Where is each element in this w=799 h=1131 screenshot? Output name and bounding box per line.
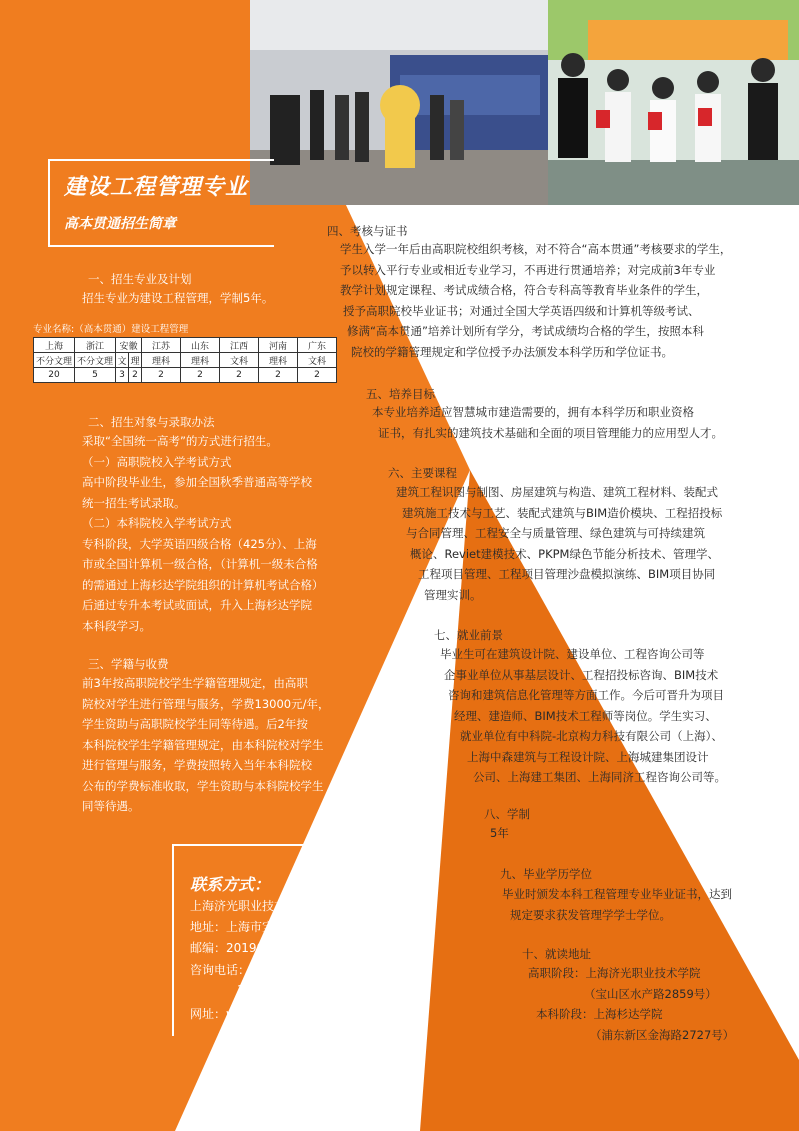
table-cell: 2 [129,368,142,383]
contact-office: 上海济光职业技术学院招生办公室 [190,899,371,913]
page-title: 建设工程管理专业 [64,175,249,200]
section-1-heading: 一、招生专业及计划 [88,272,192,286]
section-2-body [82,431,324,636]
contact-website: 网址：www.shjgu.edu.cn [190,1007,336,1021]
section-7-line: 就业单位有中科院-北京构力科技有限公司（上海）、 [460,729,723,743]
section-5-line: 证书，有扎实的建筑技术基础和全面的项目管理能力的应用型人才。 [378,425,723,440]
section-3-line: 学生资助与高职院校学生同等待遇。后2年按 [82,717,308,731]
section-7-line: 咨询和建筑信息化管理等方面工作。今后可晋升为项目 [448,688,724,702]
table-row-subjects [34,353,337,368]
section-1-body [82,288,273,309]
table-cell: 不分文理 [75,353,116,368]
section-4-line: 教学计划规定课程、考试成绩合格，符合专科高等教育毕业条件的学生， [340,283,708,297]
table-cell: 2 [259,368,298,383]
table-row-regions [34,338,337,353]
section-4-line: 学生入学一年后由高职院校组织考核，对不符合“高本贯通”考核要求的学生， [340,242,732,256]
table-cell: 20 [34,368,75,383]
section-10-line: （浦东新区金海路2727号） [590,1027,735,1042]
section-7-line: 经理、建造师、BIM技术工程师等岗位。学生实习、 [454,708,717,723]
table-cell: 2 [298,368,337,383]
section-8-line: 5年 [490,826,509,840]
section-3-heading: 三、学籍与收费 [88,657,169,671]
section-9-heading: 九、毕业学历学位 [500,867,592,881]
section-6-line: 工程项目管理、工程项目管理沙盘模拟演练、BIM项目协同 [418,567,716,581]
table-cell: 安徽 [116,338,142,353]
section-9-line: 规定要求获发管理学学士学位。 [510,907,671,922]
table-cell: 3 [116,368,129,383]
section-2-line: （二）本科院校入学考试方式 [82,516,232,530]
section-10-line: （宝山区水产路2859号） [584,986,717,1001]
contact-postcode: 邮编：201901 [190,941,272,955]
section-6-line: 管理实训。 [424,587,482,602]
section-2-line: 市或全国计算机一级合格，（计算机一级未合格 [82,557,318,571]
section-3-line: 公布的学费标准收取，学生资助与本科院校学生 [82,778,324,793]
section-4-line: 授予高职院校毕业证书；对通过全国大学英语四级和计算机等级考试、 [343,303,700,318]
section-6-line: 概论、Reviet建模技术、PKPM绿色节能分析技术、管理学、 [410,546,719,561]
table-cell: 文 [116,353,129,368]
section-5-heading: 五、培养目标 [366,387,435,401]
table-cell: 文科 [298,353,337,368]
enrollment-plan-table [33,337,337,383]
table-cell: 理 [129,353,142,368]
table-cell: 江苏 [142,338,181,353]
section-8-heading: 八、学制 [484,807,530,821]
table-cell: 江西 [220,338,259,353]
section-7-line: 公司、上海建工集团、上海同济工程咨询公司等。 [473,770,726,784]
table-cell: 理科 [259,353,298,368]
section-10-line: 本科阶段：上海杉达学院 [536,1007,663,1021]
section-3-line: 进行管理与服务，学费按照转入当年本科院校 [82,758,312,772]
section-7-body [440,644,726,788]
section-6-heading: 六、主要课程 [388,466,457,480]
section-2-line: 本科段学习。 [82,618,151,633]
section-10-heading: 十、就读地址 [522,947,591,961]
table-cell: 文科 [220,353,259,368]
table-label: 专业名称:（高本贯通）建设工程管理 [33,324,189,335]
section-2-line: 的需通过上海杉达学院组织的计算机考试合格） [82,577,324,592]
contact-address: 地址：上海市宝山区水产路2859号 [190,920,377,934]
section-2-heading: 二、招生对象与录取办法 [88,415,215,429]
contact-phone: 咨询电话：021-66761012、 [190,963,351,977]
table-cell: 理科 [142,353,181,368]
section-2-line: 后通过专升本考试或面试，升入上海杉达学院 [82,598,312,612]
competition-stage-photo [250,0,548,205]
section-10-body [528,963,734,1045]
section-3-line: 前3年按高职院校学生学籍管理规定，由高职 [82,676,308,690]
page-subtitle: 高本贯通招生简章 [64,216,176,232]
table-cell: 广东 [298,338,337,353]
section-2-line: （一）高职院校入学考试方式 [82,454,232,469]
section-3-body [82,673,329,817]
section-6-body [396,482,722,605]
table-cell: 2 [142,368,181,383]
section-2-line: 统一招生考试录取。 [82,495,186,510]
table-cell: 不分文理 [34,353,75,368]
section-3-line: 院校对学生进行管理与服务，学费13000元/年， [82,696,330,711]
section-4-line: 修满“高本贯通”培养计划所有学分，考试成绩均合格的学生，按照本科 [347,324,704,338]
table-cell: 山东 [181,338,220,353]
section-4-heading: 四、考核与证书 [327,224,408,238]
section-7-line: 上海中森建筑与工程设计院、上海城建集团设计 [467,749,709,764]
students-award-photo [548,0,799,205]
section-2-line: 专科阶段，大学英语四级合格（425分）、上海 [82,536,317,551]
section-1-line: 招生专业为建设工程管理，学制5年。 [82,291,274,305]
table-row-counts [34,368,337,383]
section-7-heading: 七、就业前景 [434,628,503,642]
table-cell: 2 [181,368,220,383]
table-cell: 2 [220,368,259,383]
section-8-body [490,823,509,844]
section-5-line: 本专业培养适应智慧城市建造需要的，拥有本科学历和职业资格 [372,405,694,419]
section-4-line: 予以转入平行专业或相近专业学习，不再进行贯通培养；对完成前3年专业 [340,262,716,277]
section-3-line: 本科院校学生学籍管理规定，由本科院校对学生 [82,737,324,752]
section-6-line: 与合同管理、工程安全与质量管理、绿色建筑与可持续建筑 [406,526,705,540]
section-9-body [502,884,732,925]
table-cell: 5 [75,368,116,383]
table-cell: 理科 [181,353,220,368]
section-2-line: 高中阶段毕业生，参加全国秋季普通高等学校 [82,475,312,489]
section-4-body [322,239,731,362]
section-3-line: 同等待遇。 [82,799,140,813]
contact-title: 联系方式： [190,875,271,894]
section-2-line: 采取“全国统一高考”的方式进行招生。 [82,434,278,448]
section-4-line: 院校的学籍管理规定和学位授予办法颁发本科学历和学位证书。 [351,344,673,359]
section-9-line: 毕业时颁发本科工程管理专业毕业证书，达到 [502,887,732,901]
contact-phone-2: 18801931998 [237,983,321,997]
section-5-body [372,402,723,443]
section-7-line: 毕业生可在建筑设计院、建设单位、工程咨询公司等 [440,647,705,661]
table-cell: 上海 [34,338,75,353]
section-6-line: 建筑工程识图与制图、房屋建筑与构造、建筑工程材料、装配式 [396,485,718,499]
table-cell: 浙江 [75,338,116,353]
table-cell: 河南 [259,338,298,353]
section-6-line: 建筑施工技术与工艺、装配式建筑与BIM造价模块、工程招投标 [402,505,723,520]
section-10-line: 高职阶段：上海济光职业技术学院 [528,966,701,980]
section-7-line: 企事业单位从事基层设计、工程招投标咨询、BIM技术 [444,667,719,682]
